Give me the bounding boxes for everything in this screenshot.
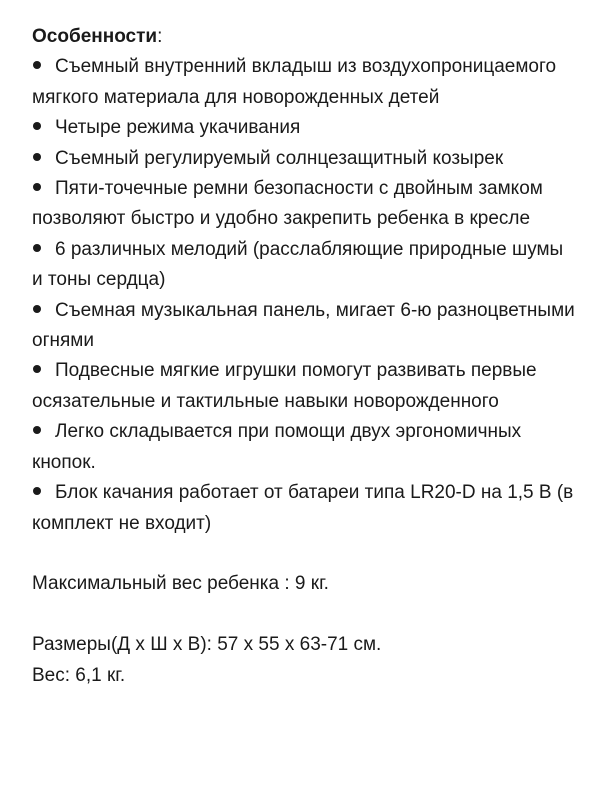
bullet-icon [33, 183, 41, 191]
bullet-icon [33, 153, 41, 161]
spacer [32, 539, 576, 569]
features-title-colon: : [157, 26, 163, 47]
feature-text: Съемный внутренний вкладыш из воздухопроницаемого мягкого материала для новорожденных детей [32, 56, 557, 108]
bullet-icon [33, 244, 41, 252]
feature-text: Съемный регулируемый солнцезащитный козырек [55, 147, 504, 169]
features-list [32, 52, 576, 539]
feature-item [32, 52, 576, 113]
bullet-icon [33, 61, 41, 69]
feature-item [32, 235, 576, 296]
spec-weight: Вес: 6,1 кг. [32, 664, 126, 686]
feature-text: Четыре режима укачивания [55, 117, 301, 139]
feature-text: 6 различных мелодий (расслабляющие природные шумы и тоны сердца) [32, 238, 564, 291]
feature-item [32, 113, 576, 143]
feature-item [32, 478, 576, 539]
feature-text: Легко складывается при помощи двух эргономичных кнопок. [32, 421, 522, 473]
feature-text: Блок качания работает от батареи типа LR20-D на 1,5 В (в комплект не входит) [32, 482, 574, 534]
spacer [32, 600, 576, 630]
spec-dimensions: Размеры(Д х Ш х В): 57 х 55 х 63-71 см. [32, 634, 382, 656]
feature-item [32, 296, 576, 357]
feature-text: Подвесные мягкие игрушки помогут развивать первые осязательные и тактильные навыки новорожденного [32, 360, 537, 412]
spec-max-weight: Максимальный вес ребенка : 9 кг. [32, 573, 329, 595]
bullet-icon [33, 365, 41, 373]
feature-text: Съемная музыкальная панель, мигает 6-ю разноцветными огнями [32, 299, 575, 352]
bullet-icon [33, 426, 41, 434]
features-title: Особенности [32, 26, 158, 47]
bullet-icon [33, 487, 41, 495]
bullet-icon [33, 305, 41, 313]
feature-item [32, 174, 576, 235]
feature-text: Пяти-точечные ремни безопасности с двойным замком позволяют быстро и удобно закрепить ребенка в кресле [32, 178, 543, 230]
features-heading [32, 22, 576, 52]
bullet-icon [33, 122, 41, 130]
feature-item [32, 417, 576, 478]
feature-item [32, 144, 576, 174]
feature-item [32, 356, 576, 417]
